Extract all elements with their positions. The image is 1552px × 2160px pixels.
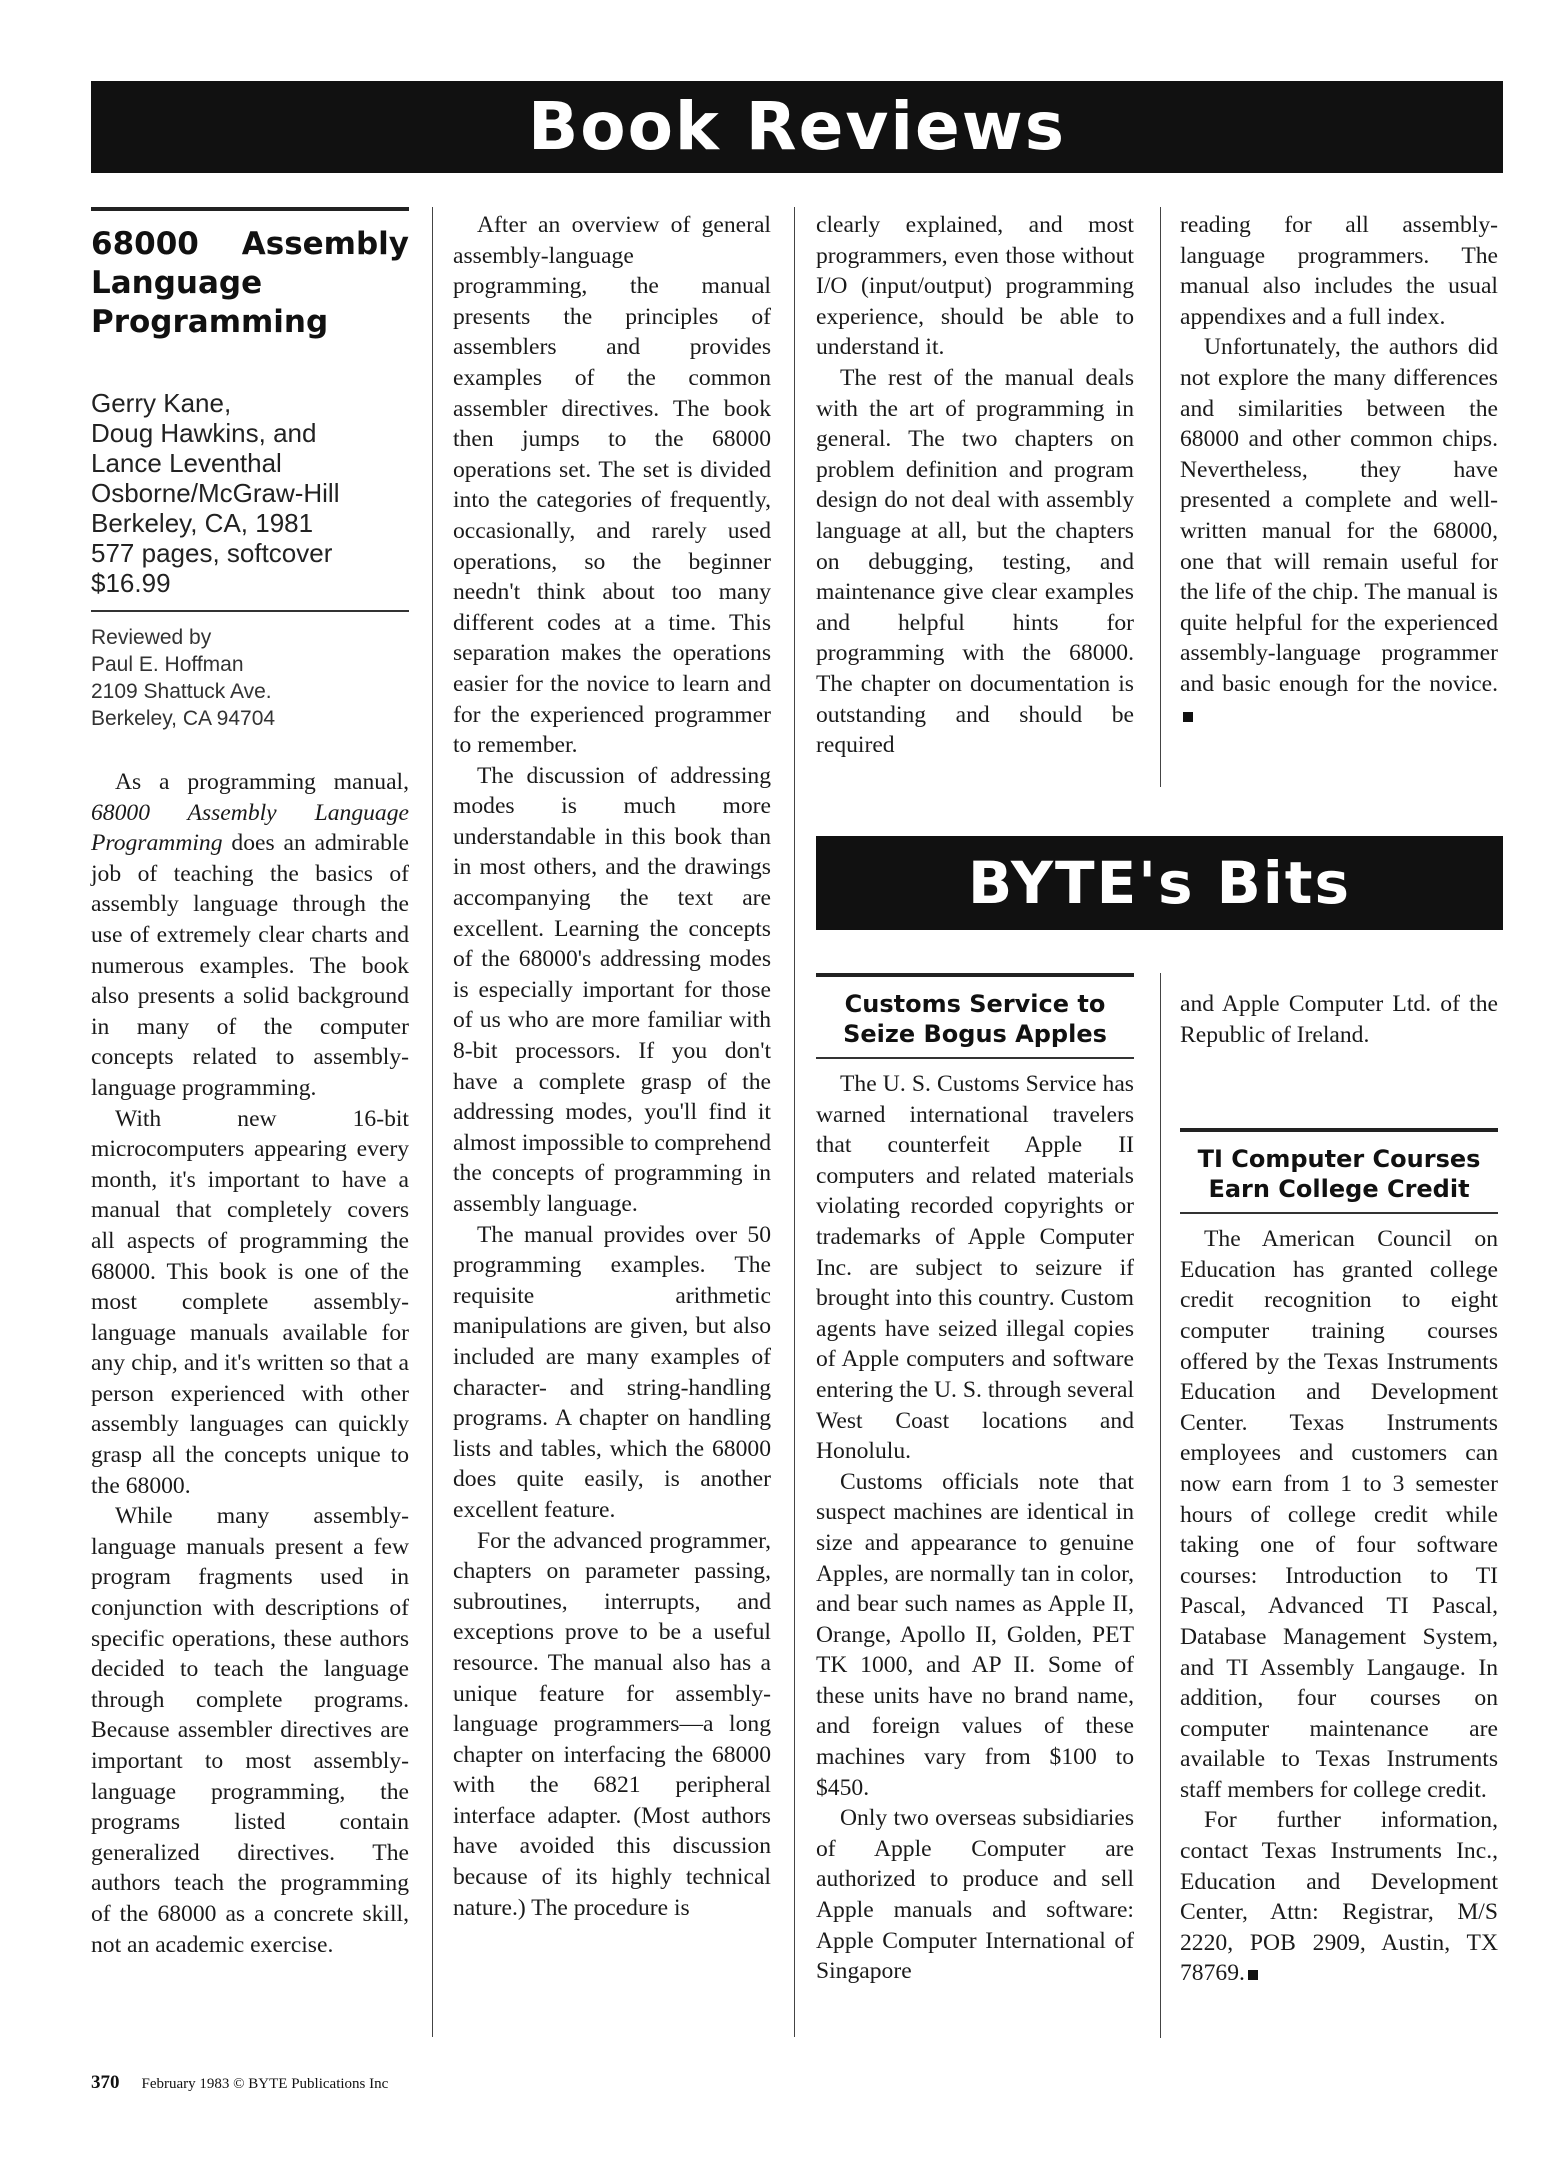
bits-banner [816, 836, 1503, 930]
review-paragraph: The discussion of addressing modes is much more understandable in this book than in most others, and the drawings accompanying the text are excellent. Learning the concepts of the 68000's addressing modes is especially important for those of us who are more familiar with 8-bit processors. If you don't have a complete grasp of the addressing modes, you'll find it almost impossible to comprehend the concepts of programming in assembly language. [453, 762, 771, 1217]
divider [91, 610, 409, 612]
column-divider [1160, 207, 1161, 787]
news-paragraph: The American Council on Education has granted college credit recognition to eight computer training courses offered by the Texas Instruments Education and Development Center. Texas Instruments employees and customers can now earn from 1 to 3 semester hours of college credit while taking one of four software courses: Introduction to TI Pascal, Advanced TI Pascal, Database Management System, and TI Assembly Langauge. In addition, four courses on computer maintenance are available to Texas Instruments staff members for college credit. [1180, 1226, 1498, 1803]
book-title: 68000 Assembly Language Programming [91, 226, 409, 340]
column-divider [432, 207, 433, 2037]
page-count: 577 pages, softcover [91, 538, 333, 568]
section-banner [91, 81, 1503, 173]
review-paragraph [91, 767, 409, 1104]
headline-line-2: Earn College Credit [1208, 1175, 1470, 1204]
review-paragraph [1180, 332, 1498, 730]
column-4-bottom [1180, 989, 1498, 1989]
customs-story [816, 973, 1134, 1987]
column-divider [794, 207, 795, 2037]
customs-headline [816, 977, 1134, 1057]
review-paragraph: With new 16-bit microcomputers appearing every month, it's important to have a manual that completely covers all aspects of programming the 68000. This book is one of the most complete assembly-language manuals available for any chip, and it's written so that a person experienced with other assembly languages can quickly grasp all the concepts unique to the 68000. [91, 1105, 409, 1499]
ti-headline [1180, 1132, 1498, 1212]
column-2 [453, 210, 771, 1923]
end-mark [1248, 1970, 1258, 1980]
headline-line-1: TI Computer Courses [1197, 1145, 1481, 1174]
news-paragraph [1180, 1805, 1498, 1989]
column-3-top [816, 210, 1134, 761]
ti-headline-box [1180, 1128, 1498, 1214]
review-paragraph: The manual provides over 50 programming examples. The requisite arithmetic manipulations are given, but also included are many examples of character- and string-handling programs. A chapter on handling lists and tables, which the 68000 does quite easily, is another excellent feature. [453, 1221, 771, 1523]
news-paragraph: Customs officials note that suspect machines are identical in size and appearance to genuine Apples, are normally tan in color, and bear such names as Apple II, Orange, Apollo II, Golden, PET TK 1000, and AP II. Some of these units have no brand name, and foreign values of these machines vary from $100 to $450. [816, 1468, 1134, 1801]
review-paragraph: reading for all assembly-language programmers. The manual also includes the usual appendixes and a full index. [1180, 212, 1498, 330]
authors-line-3: Lance Leventhal [91, 448, 282, 478]
price: $16.99 [91, 568, 171, 598]
review-paragraph: After an overview of general assembly-language programming, the manual presents the principles of assemblers and provides examples of the common assembler directives. The book then jumps to the 68000 operations set. The set is divided into the categories of frequently, occasionally, and rarely used operations, so the beginner needn't think about too many different codes at a time. This separation makes the operations easier for the novice to learn and for the experienced programmer to remember. [453, 212, 771, 759]
headline-line-1: Customs Service to [844, 990, 1106, 1018]
book-info [91, 388, 409, 598]
column-1 [91, 207, 409, 1960]
text: For further information, contact Texas Instruments Inc., Education and Development Center, Attn: Registrar, M/S 2220, POB 2909, Austin, TX 78769. [1180, 1807, 1498, 1987]
reviewer-info [91, 624, 409, 732]
review-paragraph: clearly explained, and most programmers, even those without I/O (input/output) programming experience, should be able to understand it. [816, 212, 1134, 361]
review-paragraph: The rest of the manual deals with the art of programming in general. The two chapters on problem definition and program design do not deal with assembly language at all, but the chapters on debugging, testing, and maintenance give clear examples and helpful hints for programming with the 68000. The chapter on documentation is outstanding and should be required [816, 364, 1134, 759]
book-title-italic: 68000 Assembly Language Programming [91, 799, 409, 857]
authors-line-1: Gerry Kane, [91, 388, 232, 418]
text: Unfortunately, the authors did not explore the many differences and similarities between the 68000 and other common chips. Nevertheless, they have presented a complete and well-written manual for the 68000, one that will remain useful for the life of the chip. The manual is quite helpful for the experienced assembly-language programmer and basic enough for the novice. [1180, 334, 1498, 697]
customs-headline-box [816, 973, 1134, 1059]
authors-line-2: Doug Hawkins, and [91, 418, 317, 448]
page-footer [91, 2072, 388, 2094]
review-paragraph: While many assembly-language manuals present a few program fragments used in conjunction with descriptions of specific operations, these authors decided to teach the language through complete programs. Because assembler directives are important to most assembly-language programming, the programs listed contain generalized directives. The authors teach the programming of the 68000 as a concrete skill, not an academic exercise. [91, 1503, 409, 1958]
reviewed-by-label: Reviewed by [91, 626, 212, 649]
divider [91, 207, 409, 211]
reviewer-city: Berkeley, CA 94704 [91, 707, 276, 730]
bits-title: BYTE's Bits [967, 849, 1352, 917]
headline-line-2: Seize Bogus Apples [843, 1020, 1107, 1048]
publisher-city: Berkeley, CA, 1981 [91, 508, 314, 538]
review-paragraph: For the advanced programmer, chapters on parameter passing, subroutines, interrupts, and exceptions prove to be a useful resource. The manual also has a unique feature for assembly-language programmers—a long chapter on interfacing the 68000 with the 6821 peripheral interface adapter. (Most authors have avoided this discussion because of its highly technical nature.) The procedure is [453, 1527, 771, 1921]
news-paragraph: The U. S. Customs Service has warned international travelers that counterfeit Apple II computers and related materials violating recorded copyrights or trademarks of Apple Computer Inc. are subject to seizure if brought into this country. Custom agents have seized illegal copies of Apple computers and software entering the U. S. through several West Coast locations and Honolulu. [816, 1071, 1134, 1465]
section-title: Book Reviews [527, 88, 1067, 165]
reviewer-name: Paul E. Hoffman [91, 653, 244, 676]
publisher: Osborne/McGraw-Hill [91, 478, 340, 508]
end-mark [1183, 712, 1193, 722]
page-number: 370 [91, 2072, 120, 2093]
text: As a programming manual, [115, 769, 409, 795]
text: does an admirable job of teaching the basics of assembly language through the use of extremely clear charts and numerous examples. The book also presents a solid background in many of the computer concepts related to assembly-language programming. [91, 830, 409, 1101]
reviewer-street: 2109 Shattuck Ave. [91, 680, 272, 703]
news-paragraph: Only two overseas subsidiaries of Apple Computer are authorized to produce and sell Apple manuals and software: Apple Computer International of Singapore [816, 1805, 1134, 1985]
column-4-top [1180, 210, 1498, 730]
footer-text: February 1983 © BYTE Publications Inc [141, 2076, 389, 2092]
column-divider [1160, 973, 1161, 2038]
news-paragraph: and Apple Computer Ltd. of the Republic of Ireland. [1180, 991, 1498, 1048]
